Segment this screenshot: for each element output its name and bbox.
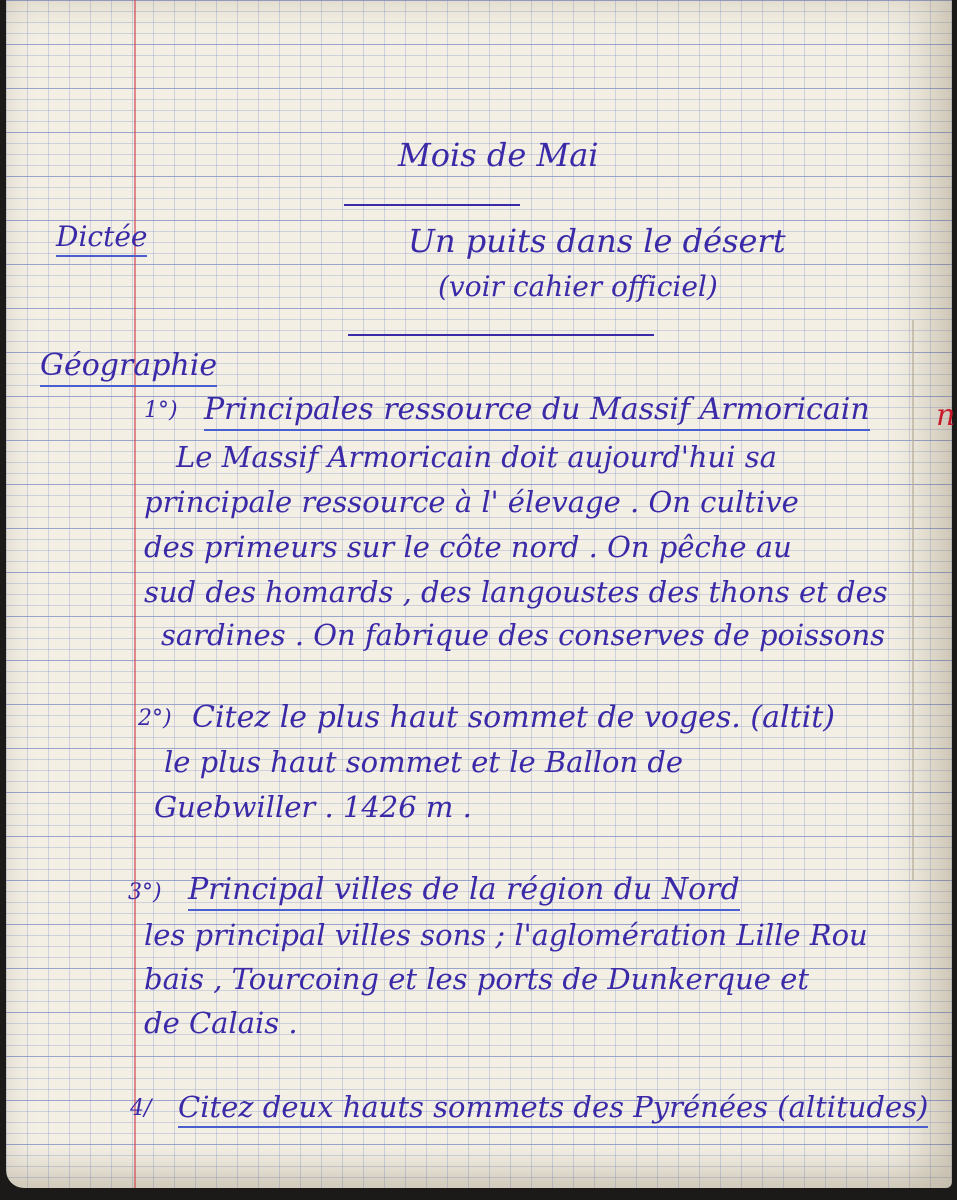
q2-line-2: Guebwiller . 1426 m . — [154, 790, 472, 824]
dictee-note: (voir cahier officiel) — [438, 270, 718, 303]
q1-line-5: sardines . On fabrique des conserves de poissons — [161, 618, 886, 652]
q3-line-1: les principal villes sons ; l'aglomération Lille Rou — [144, 918, 868, 952]
q1-line-1: Le Massif Armoricain doit aujourd'hui sa — [176, 440, 777, 474]
q4-title: Citez deux hauts sommets des Pyrénées (altitudes) — [178, 1090, 928, 1128]
binding-thread — [912, 320, 924, 880]
q1-line-3: des primeurs sur le côte nord . On pêche au — [144, 530, 792, 564]
q2-title: Citez le plus haut sommet de voges. (altit) — [192, 700, 835, 735]
q1-line-4: sud des homards , des langoustes des thons et des — [144, 575, 888, 609]
dictee-label: Dictée — [56, 220, 147, 257]
geographie-heading: Géographie — [40, 348, 217, 387]
dictee-title: Un puits dans le désert — [408, 222, 786, 260]
q4-number: 4/ — [130, 1096, 152, 1121]
q2-number: 2°) — [138, 706, 172, 731]
margin-mark: n — [936, 398, 956, 433]
q1-number: 1°) — [144, 398, 178, 423]
dictee-rule — [348, 334, 654, 336]
q2-line-1: le plus haut sommet et le Ballon de — [164, 745, 684, 779]
q3-line-2: bais , Tourcoing et les ports de Dunkerque et — [144, 962, 809, 996]
q3-line-3: de Calais . — [144, 1006, 298, 1040]
notebook-page — [6, 0, 956, 1188]
q1-title: Principales ressource du Massif Armoricain — [204, 392, 870, 431]
q1-line-2: principale ressource à l' élevage . On cultive — [144, 485, 799, 519]
margin-line — [134, 0, 136, 1188]
q3-title: Principal villes de la région du Nord — [188, 872, 740, 911]
q3-number: 3°) — [128, 880, 162, 905]
month-title: Mois de Mai — [398, 136, 599, 174]
title-rule — [344, 204, 520, 206]
